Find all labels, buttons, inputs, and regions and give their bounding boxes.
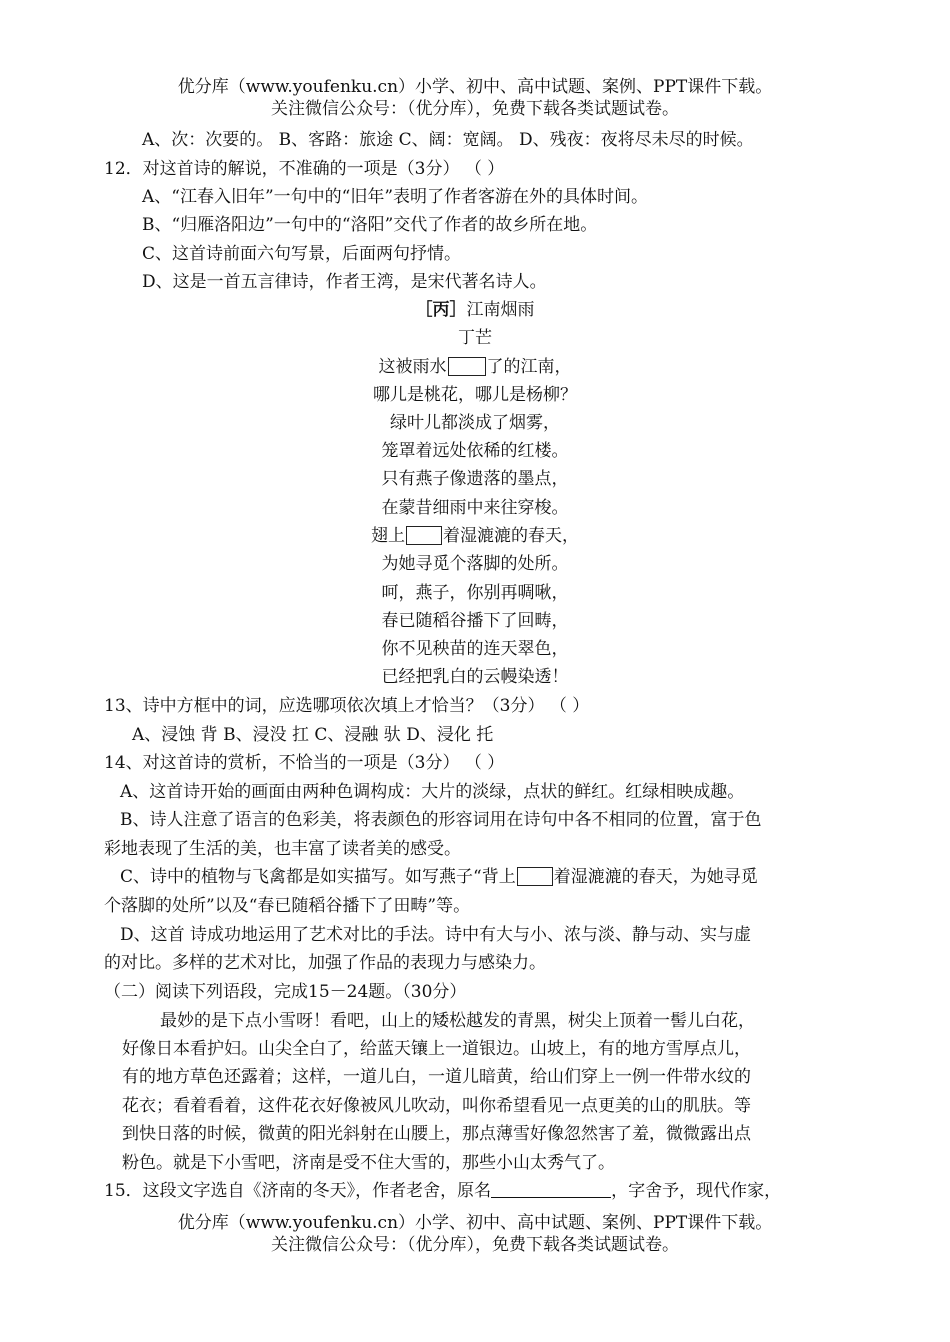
q12-option-a: A、“江春入旧年”一句中的“旧年”表明了作者客游在外的具体时间。 <box>142 187 649 207</box>
poem-line-7-pre: 翅上 <box>371 526 405 546</box>
q14-option-d-line-1: D、这首 诗成功地运用了艺术对比的手法。诗中有大与小、浓与淡、静与动、实与虚 <box>120 925 752 945</box>
header-line-1: 优分库（www.youfenku.cn）小学、初中、高中试题、案例、PPT课件下载。 <box>177 77 773 97</box>
poem-line-4: 笼罩着远处依稀的红楼。 <box>381 441 569 461</box>
q14-option-d-line-2: 的对比。多样的艺术对比，加强了作品的表现力与感染力。 <box>104 953 546 973</box>
poem-line-1-pre: 这被雨水 <box>378 357 447 377</box>
q12-option-d: D、这是一首五言律诗，作者王湾，是宋代著名诗人。 <box>142 272 547 292</box>
q14-option-c-line-2: 个落脚的处所”以及“春已随稻谷播下了田畴”等。 <box>104 896 471 916</box>
passage-line-6: 粉色。就是下小雪吧，济南是受不住大雪的，那些小山太秀气了。 <box>122 1153 615 1173</box>
poem-title <box>0 299 950 321</box>
passage-line-3: 有的地方草色还露着；这样，一道儿白，一道儿暗黄，给山们穿上一例一件带水纹的 <box>122 1067 751 1087</box>
poem-line-8: 为她寻觅个落脚的处所。 <box>381 554 569 574</box>
passage-line-4: 花衣；看着看着，这件花衣好像被风儿吹动，叫你希望看见一点更美的山的肌肤。等 <box>122 1096 751 1116</box>
q15-post: ，字舍予，现代作家， <box>611 1181 782 1201</box>
q14-option-c-pre: C、诗中的植物与飞禽都是如实描写。如写燕子“背上 <box>120 867 516 887</box>
poem-title-mark: ［丙］ <box>415 300 467 320</box>
poem-line-2: 哪儿是桃花，哪儿是杨柳？ <box>373 385 577 405</box>
q14-option-b-line-2: 彩地表现了生活的美，也丰富了读者美的感受。 <box>104 839 461 859</box>
footer-line-2: 关注微信公众号：（优分库），免费下载各类试题试卷。 <box>271 1235 679 1255</box>
poem-line-5: 只有燕子像遗落的墨点， <box>381 469 569 489</box>
passage-line-2: 好像日本看护妇。山尖全白了，给蓝天镶上一道银边。山坡上，有的地方雪厚点儿， <box>122 1039 751 1059</box>
poem-title-text: 江南烟雨 <box>466 300 535 320</box>
q13-options: A、浸蚀 背 B、浸没 扛 C、浸融 驮 D、浸化 托 <box>132 725 494 745</box>
q15-pre: 15．这段文字选自《济南的冬天》，作者老舍，原名 <box>104 1181 492 1201</box>
fill-box-2 <box>406 526 442 545</box>
poem-author: 丁芒 <box>458 328 492 348</box>
q12-option-c: C、这首诗前面六句写景，后面两句抒情。 <box>142 244 462 264</box>
poem-line-10: 春已随稻谷播下了回畴， <box>381 611 569 631</box>
q14-option-b-line-1: B、诗人注意了语言的色彩美，将表颜色的形容词用在诗句中各不相同的位置，富于色 <box>120 810 762 830</box>
poem-line-6: 在蒙昔细雨中来往穿梭。 <box>381 498 569 518</box>
q11-options: A、次：次要的。 B、客路：旅途 C、阔：宽阔。 D、残夜：夜将尽未尽的时候。 <box>142 130 754 150</box>
q14-option-c-line-1 <box>120 866 758 888</box>
q12-option-b: B、“归雁洛阳边”一句中的“洛阳”交代了作者的故乡所在地。 <box>142 215 598 235</box>
q15-stem <box>104 1180 781 1202</box>
poem-line-12: 已经把乳白的云幔染透！ <box>381 667 569 687</box>
q13-stem: 13、诗中方框中的词，应选哪项依次填上才恰当？（3分） （ ） <box>104 696 590 716</box>
passage-line-1: 最妙的是下点小雪呀！看吧，山上的矮松越发的青黑，树尖上顶着一髻儿白花， <box>160 1011 755 1031</box>
poem-line-1 <box>0 356 950 378</box>
fill-box-3 <box>517 867 553 886</box>
passage-line-5: 到快日落的时候，微黄的阳光斜射在山腰上，那点薄雪好像忽然害了羞，微微露出点 <box>122 1124 751 1144</box>
section-2-heading: （二）阅读下列语段，完成15－24题。（30分） <box>104 982 467 1002</box>
header-line-2: 关注微信公众号：（优分库），免费下载各类试题试卷。 <box>271 99 679 119</box>
poem-line-7 <box>0 525 950 547</box>
q15-answer-blank <box>491 1181 611 1198</box>
q14-option-a: A、这首诗开始的画面由两种色调构成：大片的淡绿，点状的鲜红。红绿相映成趣。 <box>120 782 745 802</box>
q12-stem: 12．对这首诗的解说，不准确的一项是（3分） （ ） <box>104 159 505 179</box>
poem-line-7-post: 着湿漉漉的春天， <box>443 526 579 546</box>
poem-line-9: 呵，燕子，你别再啁啾， <box>381 583 569 603</box>
poem-line-11: 你不见秧苗的连天翠色， <box>381 639 569 659</box>
q14-option-c-post: 着湿漉漉的春天，为她寻觅 <box>553 867 758 887</box>
footer-line-1: 优分库（www.youfenku.cn）小学、初中、高中试题、案例、PPT课件下载。 <box>177 1213 773 1233</box>
poem-line-3: 绿叶儿都淡成了烟雾， <box>390 413 560 433</box>
poem-line-1-post: 了的江南， <box>486 357 572 377</box>
fill-box-1 <box>448 357 486 376</box>
q14-stem: 14、对这首诗的赏析，不恰当的一项是（3分） （ ） <box>104 753 505 773</box>
